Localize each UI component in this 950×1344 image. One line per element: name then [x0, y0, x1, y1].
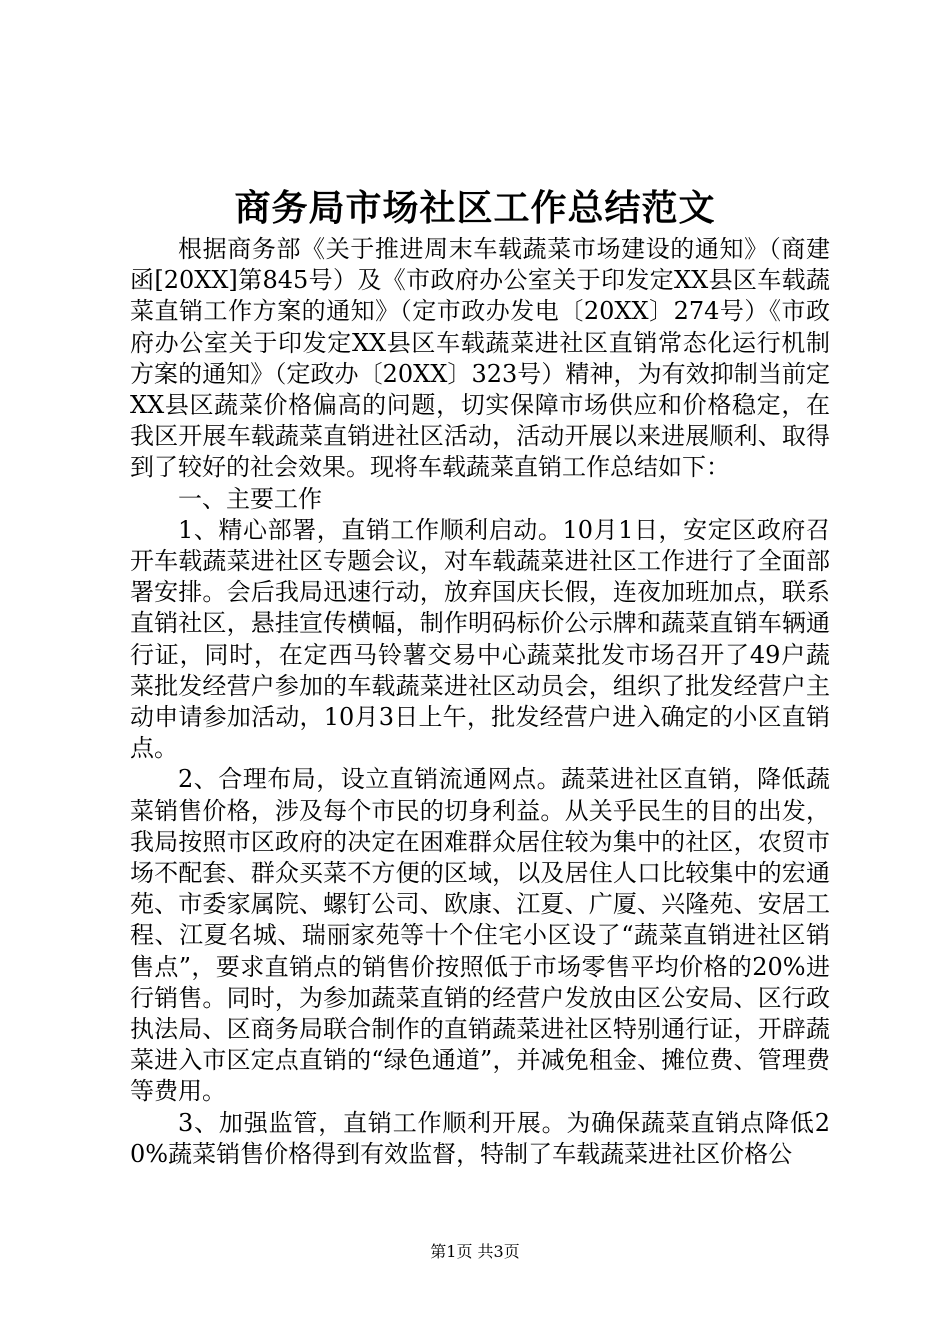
document-title: 商务局市场社区工作总结范文: [234, 187, 716, 229]
paragraph-item-3: 3、加强监管，直销工作顺利开展。为确保蔬菜直销点降低20%蔬菜销售价格得到有效监督，特制了车载蔬菜进社区价格公: [130, 1108, 830, 1168]
section-heading-main-work: 一、主要工作: [178, 484, 322, 513]
paragraph-item-2: 2、合理布局，设立直销流通网点。蔬菜进社区直销，降低蔬菜销售价格，涉及每个市民的切身利益。从关乎民生的目的出发，我局按照市区政府的决定在困难群众居住较为集中的社区，农贸市场不配套、群众买菜不方便的区域，以及居住人口比较集中的宏通苑、市委家属院、螺钉公司、欧康、江夏、广厦、兴隆苑、安居工程、江夏名城、瑞丽家苑等十个住宅小区设了“蔬菜直销进社区销售点”，要求直销点的销售价按照低于市场零售平均价格的20%进行销售。同时，为参加蔬菜直销的经营户发放由区公安局、区行政执法局、区商务局联合制作的直销蔬菜进社区特别通行证，开辟蔬菜进入市区定点直销的“绿色通道”，并减免租金、摊位费、管理费等费用。: [130, 765, 830, 1106]
paragraph-intro: 根据商务部《关于推进周末车载蔬菜市场建设的通知》（商建函[20XX]第845号）及《市政府办公室关于印发定XX县区车载蔬菜直销工作方案的通知》（定市政办发电〔20XX〕274号）《市政府办公室关于印发定XX县区车载蔬菜进社区直销常态化运行机制方案的通知》（定政办〔20XX〕323号）精神，为有效抑制当前定XX县区蔬菜价格偏高的问题，切实保障市场供应和价格稳定，在我区开展车载蔬菜直销进社区活动，活动开展以来进展顺利、取得到了较好的社会效果。现将车载蔬菜直销工作总结如下：: [130, 235, 830, 482]
paragraph-item-1: 1、精心部署，直销工作顺利启动。10月1日，安定区政府召开车载蔬菜进社区专题会议，对车载蔬菜进社区工作进行了全面部署安排。会后我局迅速行动，放弃国庆长假，连夜加班加点，联系直销社区，悬挂宣传横幅，制作明码标价公示牌和蔬菜直销车辆通行证，同时，在定西马铃薯交易中心蔬菜批发市场召开了49户蔬菜批发经营户参加的车载蔬菜进社区动员会，组织了批发经营户主动申请参加活动，10月3日上午，批发经营户进入确定的小区直销点。: [130, 515, 830, 763]
document-body: [130, 234, 830, 1170]
page-number-footer: 第1页 共3页: [430, 1242, 520, 1261]
